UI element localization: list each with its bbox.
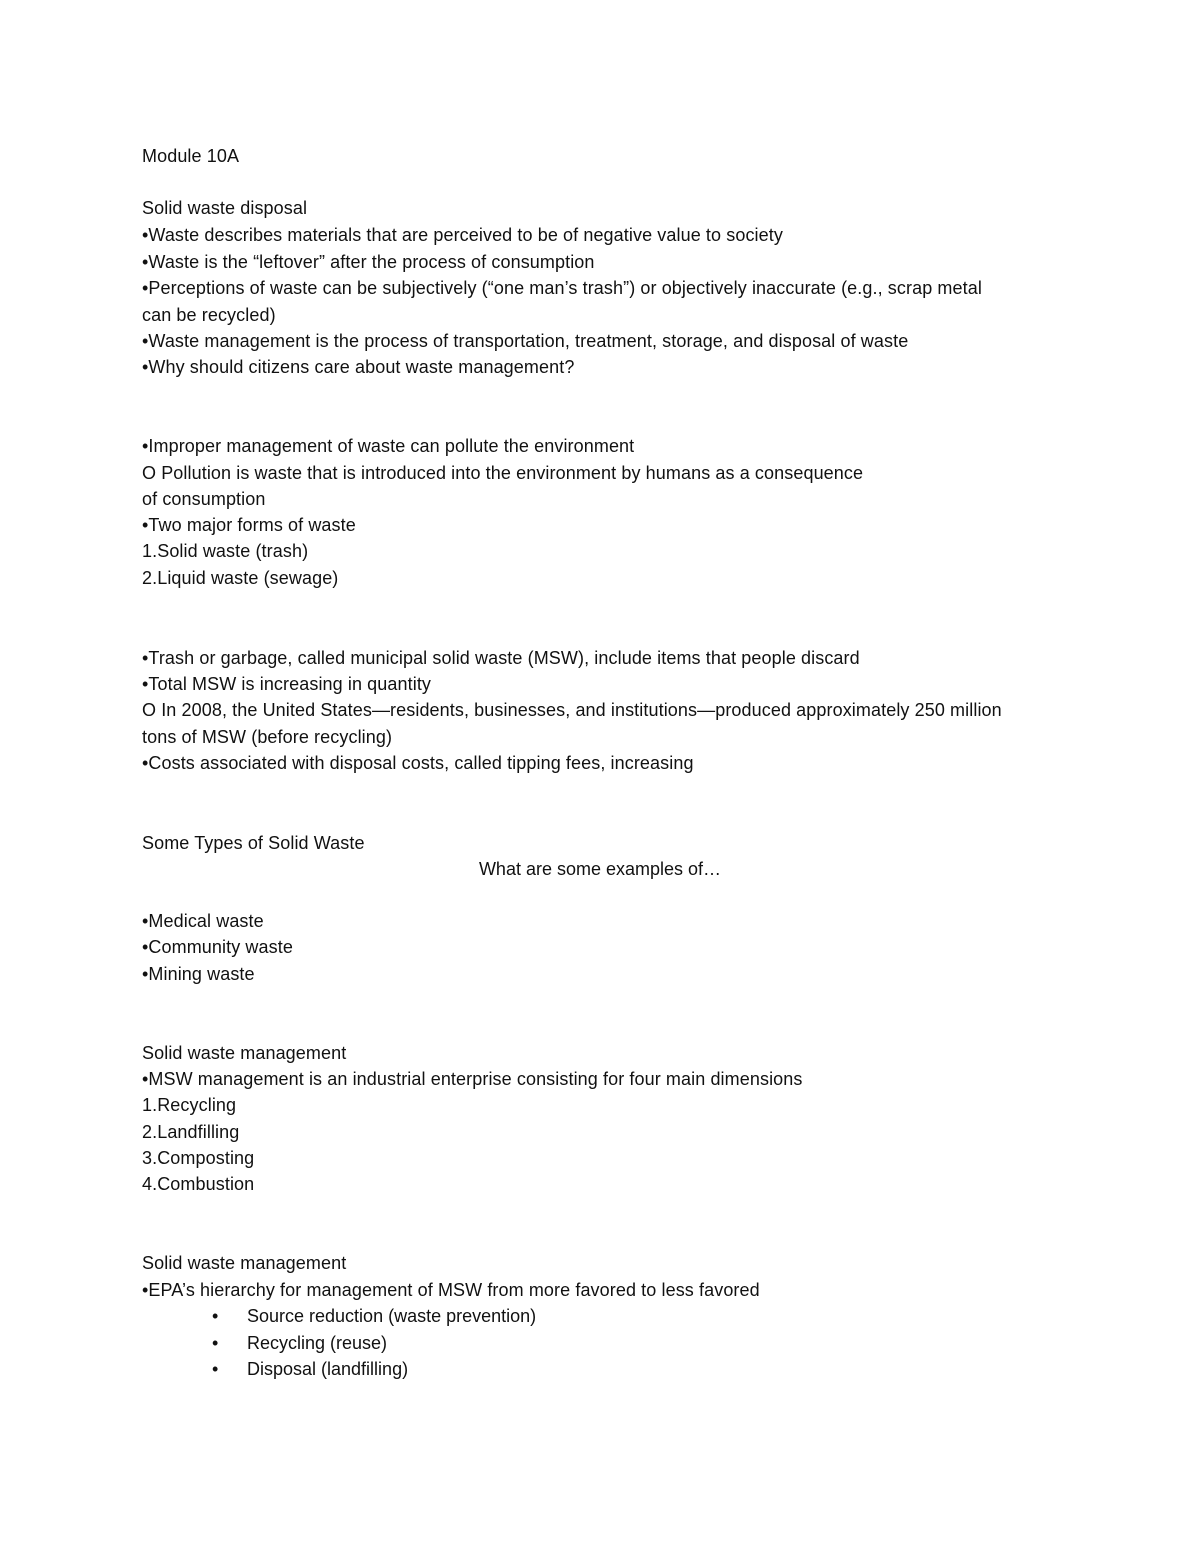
list-item: Disposal (landfilling) (247, 1359, 409, 1379)
text-line: •Two major forms of waste (142, 515, 356, 535)
text-line: O In 2008, the United States—residents, businesses, and institutions—produced approximately 250 million (142, 700, 1002, 720)
section-heading: Solid waste management (142, 1253, 347, 1273)
text-line: •Improper management of waste can pollute the environment (142, 436, 635, 456)
bullet-marker: • (212, 1306, 219, 1326)
list-item: Recycling (reuse) (247, 1333, 388, 1353)
section-heading: Solid waste management (142, 1043, 347, 1063)
text-line: can be recycled) (142, 305, 276, 325)
text-line: •Waste management is the process of transportation, treatment, storage, and disposal of waste (142, 331, 909, 351)
text-line: •EPA’s hierarchy for management of MSW from more favored to less favored (142, 1280, 760, 1300)
section-heading: Solid waste disposal (142, 198, 308, 218)
text-line: 1.Solid waste (trash) (142, 541, 309, 561)
text-line: •Waste is the “leftover” after the process of consumption (142, 252, 595, 272)
list-item: Source reduction (waste prevention) (247, 1306, 537, 1326)
text-line: •Waste describes materials that are perceived to be of negative value to society (142, 225, 783, 245)
bullet-marker: • (212, 1333, 219, 1353)
text-line: 4.Combustion (142, 1174, 255, 1194)
text-line: •Total MSW is increasing in quantity (142, 674, 432, 694)
text-line: •Community waste (142, 937, 293, 957)
text-line: •MSW management is an industrial enterprise consisting for four main dimensions (142, 1069, 803, 1089)
text-line: tons of MSW (before recycling) (142, 727, 393, 747)
text-line: •Perceptions of waste can be subjectively (“one man’s trash”) or objectively inaccurate (e.g., scrap metal (142, 278, 982, 298)
text-line: 1.Recycling (142, 1095, 237, 1115)
centered-text: What are some examples of… (478, 859, 722, 879)
text-line: O Pollution is waste that is introduced into the environment by humans as a consequence (142, 463, 864, 483)
document-title: Module 10A (142, 146, 240, 166)
section-heading: Some Types of Solid Waste (142, 833, 365, 853)
text-line: 3.Composting (142, 1148, 255, 1168)
text-line: •Trash or garbage, called municipal solid waste (MSW), include items that people discard (142, 648, 860, 668)
text-line: 2.Landfilling (142, 1122, 240, 1142)
text-line: •Medical waste (142, 911, 264, 931)
text-line: of consumption (142, 489, 266, 509)
text-line: •Mining waste (142, 964, 255, 984)
text-line: 2.Liquid waste (sewage) (142, 568, 339, 588)
text-line: •Costs associated with disposal costs, called tipping fees, increasing (142, 753, 694, 773)
text-line: •Why should citizens care about waste management? (142, 357, 575, 377)
bullet-marker: • (212, 1359, 219, 1379)
